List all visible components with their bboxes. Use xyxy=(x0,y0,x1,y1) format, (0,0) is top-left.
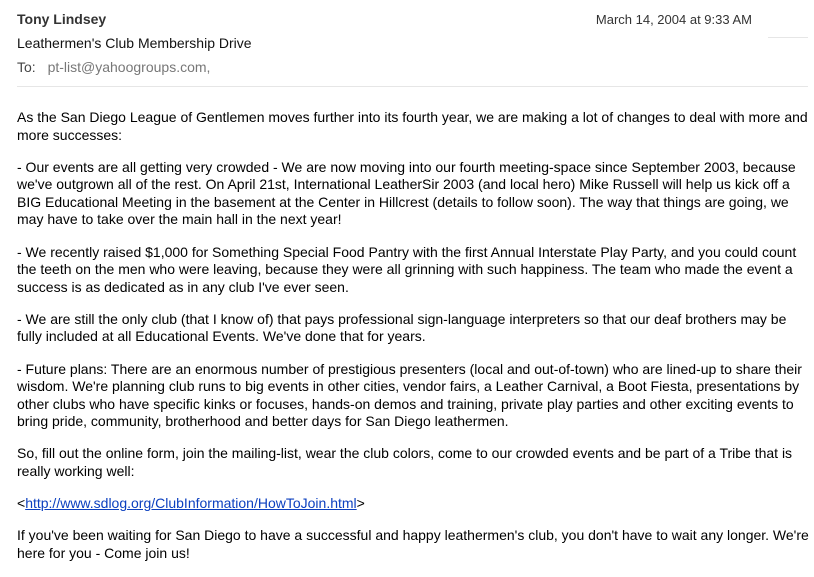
header-divider xyxy=(17,86,808,87)
body-paragraph-future-plans: - Future plans: There are an enormous number of prestigious presenters (local and out-of-town) who are lined-up to share their wisdom. We're planning club runs to big events in other cities, vendor fairs, a Leather Carnival, a Boot Fiesta, presentations by other clubs who have specific kinks or focuses, hands-on demos and training, private play parties and other exciting events to bring pride, community, brotherhood and better days for San Diego leathermen. xyxy=(17,360,802,430)
message-body xyxy=(17,109,812,577)
recipient-row xyxy=(17,59,210,75)
body-paragraph-fundraiser: - We recently raised $1,000 for Something Special Food Pantry with the first Annual Interstate Play Party, and you could count the teeth on the men who were leaving, because they were all grinning with such happiness. The team who made the event a success is as dedicated as in any club I've ever seen. xyxy=(17,243,797,295)
header-divider-short xyxy=(768,37,808,38)
body-paragraph-events: - Our events are all getting very crowded - We are now moving into our fourth meeting-space since September 2003, because we've outgrown all of the rest. On April 21st, International LeatherSir 2003 (and local hero) Mike Russell will help us kick off a BIG Educational Meeting in the basement at the Center in Hillcrest (details to follow soon). The way that things are going, we may have to take over the main hall in the next year! xyxy=(17,158,796,228)
link-close-bracket: > xyxy=(356,495,365,512)
message-header xyxy=(0,0,814,90)
link-open-bracket: < xyxy=(17,495,26,512)
recipient-address[interactable]: pt-list@yahoogroups.com, xyxy=(47,59,211,75)
to-label: To: xyxy=(17,59,36,75)
body-paragraph-interpreters: - We are still the only club (that I know of) that pays professional sign-language interpreters so that our deaf brothers may be fully included at all Educational Events. We've done that for years. xyxy=(17,310,787,345)
body-paragraph-closing: If you've been waiting for San Diego to have a successful and happy leathermen's club, you don't have to wait any longer. We're here for you - Come join us! xyxy=(17,527,809,561)
body-paragraph-intro: As the San Diego League of Gentlemen moves further into its fourth year, we are making a lot of changes to deal with more and more successes: xyxy=(17,109,808,143)
message-date: March 14, 2004 at 9:33 AM xyxy=(595,12,752,27)
body-paragraph-call-to-action: So, fill out the online form, join the mailing-list, wear the club colors, come to our crowded events and be part of a Tribe that is really working well: xyxy=(17,445,793,479)
join-link[interactable]: http://www.sdlog.org/ClubInformation/HowToJoin.html xyxy=(25,495,357,512)
body-link-line xyxy=(17,495,812,513)
sender-name[interactable]: Tony Lindsey xyxy=(17,11,107,27)
message-subject: Leathermen's Club Membership Drive xyxy=(17,35,252,51)
